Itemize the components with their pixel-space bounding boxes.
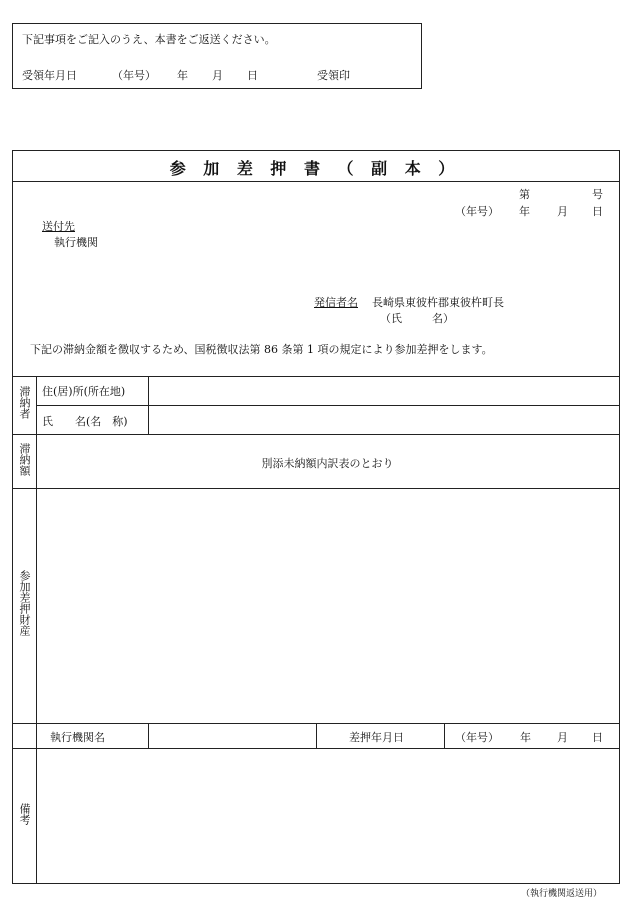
amount-section-label: 滞納額 <box>18 443 31 476</box>
exec-divider-3 <box>444 723 445 748</box>
receipt-day: 日 <box>247 69 258 82</box>
amount-bottom-line <box>12 488 619 489</box>
address-row-divider <box>36 405 619 406</box>
receipt-month: 月 <box>212 69 223 82</box>
remarks-section-label: 備考 <box>18 803 31 825</box>
execution-year: 年 <box>520 731 531 744</box>
execution-agency-label: 執行機関名 <box>50 731 105 744</box>
exec-divider-2 <box>316 723 317 748</box>
main-form-frame <box>12 150 620 884</box>
number-suffix: 号 <box>592 188 603 201</box>
statement-text: 下記の滞納金額を徴収するため、国税徴収法第 86 条第 1 項の規定により参加差押をします。 <box>30 343 493 356</box>
exec-divider-1 <box>148 723 149 748</box>
header-day: 日 <box>592 205 603 218</box>
receipt-instruction: 下記事項をご記入のうえ、本書をご返送ください。 <box>22 33 276 46</box>
taxpayer-bottom-line <box>12 434 619 435</box>
header-year: 年 <box>519 205 530 218</box>
receipt-era: （年号） <box>112 69 156 82</box>
taxpayer-section-label: 滞納者 <box>18 386 31 419</box>
sender-name-close: 名） <box>432 312 454 325</box>
amount-value: 別添未納額内訳表のとおり <box>261 457 394 470</box>
name-label: 氏 名(名 称) <box>42 415 128 428</box>
left-label-column-line <box>36 376 37 883</box>
sender-name-open: （氏 <box>380 312 402 325</box>
taxpayer-top-line <box>12 376 619 377</box>
receipt-year: 年 <box>177 69 188 82</box>
receipt-seal-label: 受領印 <box>317 69 350 82</box>
recipient-value: 執行機関 <box>54 236 98 249</box>
number-prefix: 第 <box>519 188 530 201</box>
execution-day: 日 <box>592 731 603 744</box>
execution-era: （年号） <box>455 731 499 744</box>
footer-note: （執行機関返送用） <box>521 889 603 899</box>
sender-value: 長崎県東彼杵郡東彼杵町長 <box>372 296 504 309</box>
execution-date-label: 差押年月日 <box>349 731 404 744</box>
execution-month: 月 <box>557 731 568 744</box>
address-label: 住(居)所(所在地) <box>42 385 126 398</box>
receipt-date-label: 受領年月日 <box>22 69 77 82</box>
property-section-label: 参加差押財産 <box>18 570 31 636</box>
header-month: 月 <box>557 205 568 218</box>
form-title: 参 加 差 押 書 （ 副 本 ） <box>169 159 461 178</box>
sender-label: 発信者名 <box>314 296 358 309</box>
header-era: （年号） <box>455 205 499 218</box>
title-divider <box>12 181 619 182</box>
recipient-label: 送付先 <box>42 220 75 233</box>
execution-bottom-line <box>12 748 619 749</box>
